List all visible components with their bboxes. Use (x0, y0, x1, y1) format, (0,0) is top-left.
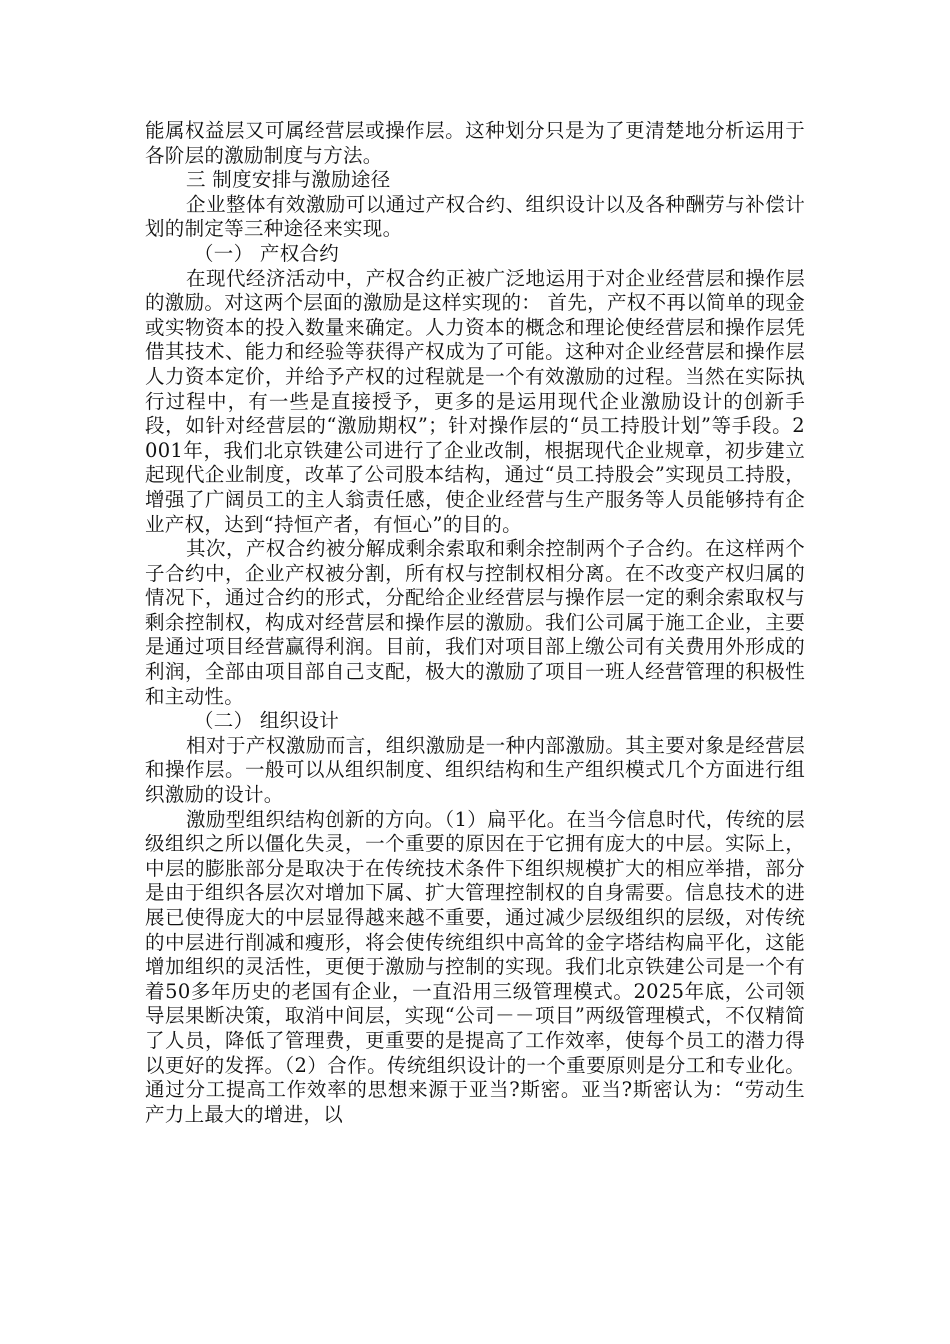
paragraph-property-contract-first: 在现代经济活动中，产权合约正被广泛地运用于对企业经营层和操作层的激励。对这两个层面的激励是这样实现的： 首先，产权不再以简单的现金或实物资本的投入数量来确定。人力资本的概念和理论使经营层和操作层凭借其技术、能力和经验等获得产权成为了可能。这种对企业经营层和操作层人力资本定价，并给予产权的过程就是一个有效激励的过程。当然在实际执行过程中，有一些是直接授予，更多的是运用现代企业激励设计的创新手段，如针对经营层的“激励期权”；针对操作层的“员工持股计划”等手段。2001年，我们北京铁建公司进行了企业改制，根据现代企业规章，初步建立起现代企业制度，改革了公司股本结构，通过“员工持股会”实现员工持股，增强了广阔员工的主人翁责任感，使企业经营与生产服务等人员能够持有企业产权，达到“持恒产者，有恒心”的目的。 (145, 266, 805, 536)
paragraph-property-contract-second: 其次，产权合约被分解成剩余索取和剩余控制两个子合约。在这样两个子合约中，企业产权被分割，所有权与控制权相分离。在不改变产权归属的情况下，通过合约的形式，分配给企业经营层与操作层一定的剩余索取权与剩余控制权，构成对经营层和操作层的激励。我们公司属于施工企业，主要是通过项目经营赢得利润。目前，我们对项目部上缴公司有关费用外形成的利润，全部由项目部自己支配，极大的激励了项目一班人经营管理的积极性和主动性。 (145, 537, 805, 708)
paragraph-intro: 企业整体有效激励可以通过产权合约、组织设计以及各种酬劳与补偿计划的制定等三种途径来实现。 (145, 192, 805, 241)
paragraph-organization-intro: 相对于产权激励而言，组织激励是一种内部激励。其主要对象是经营层和操作层。一般可以从组织制度、组织结构和生产组织模式几个方面进行组织激励的设计。 (145, 733, 805, 807)
subsection-heading-property-contract: （一） 产权合约 (194, 241, 340, 265)
paragraph-continuation: 能属权益层又可属经营层或操作层。这种划分只是为了更清楚地分析运用于各阶层的激励制度与方法。 (145, 119, 805, 167)
subsection-heading-organization-design: （二） 组织设计 (194, 709, 340, 733)
paragraph-organization-structure: 激励型组织结构创新的方向。（1）扁平化。在当今信息时代，传统的层级组织之所以僵化失灵，一个重要的原因在于它拥有庞大的中层。实际上，中层的膨胀部分是取决于在传统技术条件下组织规模扩大的相应举措，部分是由于组织各层次对增加下属、扩大管理控制权的自身需要。信息技术的进展已使得庞大的中层显得越来越不重要，通过减少层级组织的层级，对传统的中层进行削减和瘦形，将会使传统组织中高耸的金字塔结构扁平化，这能增加组织的灵活性，更便于激励与控制的实现。我们北京铁建公司是一个有着50多年历史的老国有企业，一直沿用三级管理模式。2025年底，公司领导层果断决策，取消中间层，实现“公司－－项目”两级管理模式，不仅精简了人员，降低了管理费，更重要的是提高了工作效率，使每个员工的潜力得以更好的发挥。（2）合作。传统组织设计的一个重要原则是分工和专业化。通过分工提高工作效率的思想来源于亚当?斯密。亚当?斯密认为：“劳动生产力上最大的增进，以 (145, 807, 805, 1126)
document-body (145, 119, 805, 1127)
section-heading: 三 制度安排与激励途径 (186, 168, 391, 192)
